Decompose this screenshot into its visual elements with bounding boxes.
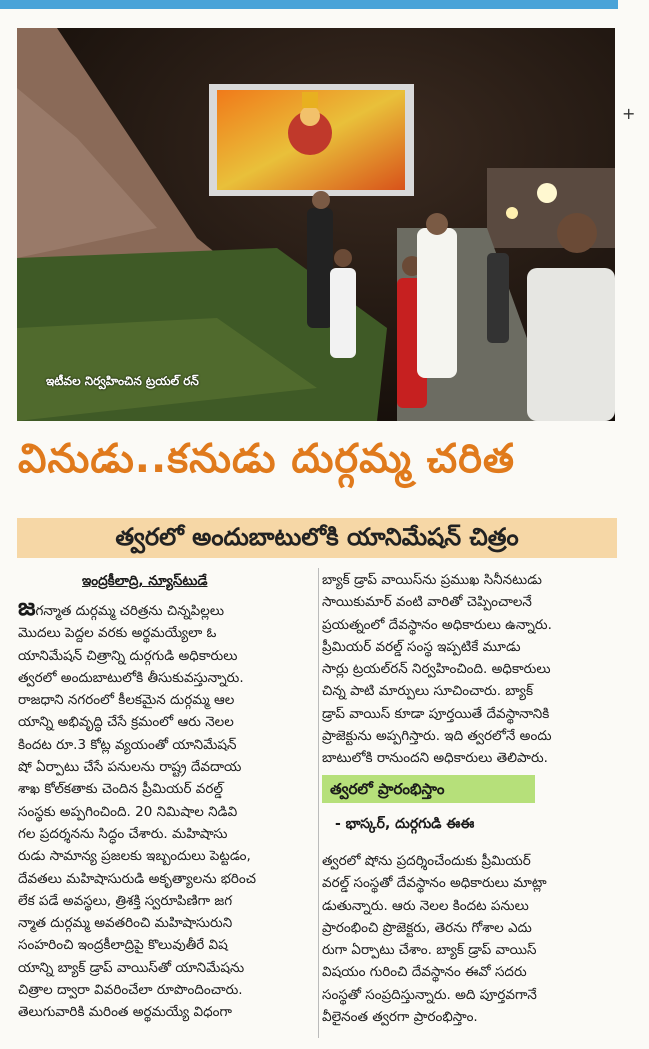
article-line: తెలుగువారికి మరింత అర్థమయ్యే విధంగా (18, 1004, 232, 1021)
article-line: ప్రారంభించి ప్రొజెక్టరు, తెరను గోశాల ఎదు (322, 919, 532, 936)
article-line: వరల్డ్ సంస్థతో దేవస్థానం అధికారులు మాట్లా (322, 875, 547, 892)
top-color-bar (0, 0, 618, 9)
article-line: సంస్థకు అప్పగించింది. 20 నిమిషాల నిడివి (18, 803, 238, 820)
article-line: సంస్థతో సంప్రదిస్తున్నారు. అది పూర్తవగానే (322, 986, 537, 1003)
photo-caption: ఇటీవల నిర్వహించిన ట్రయల్ రన్ (46, 374, 199, 388)
article-line: రుగా ఏర్పాటు చేశాం. బ్యాక్ డ్రాప్ వాయిస్ (322, 942, 537, 959)
article-line: రాజధాని నగరంలో కీలకమైన దుర్గమ్మ ఆల (18, 692, 235, 709)
column-divider (318, 568, 319, 1038)
article-line: ప్రయత్నంలో దేవస్థానం అధికారులు ఉన్నారు. (322, 616, 552, 633)
article-line: న్మాత దుర్గమ్మ అవతరించి మహిషాసురుని (18, 915, 233, 932)
article-line: రుడు సామాన్య ప్రజలకు ఇబ్బందులు పెట్టడం, (18, 848, 251, 865)
article-line: యాన్ని బ్యాక్ డ్రాప్ వాయిస్‌తో యానిమేషను (18, 959, 245, 976)
article-line: యానిమేషన్ చిత్రాన్ని దుర్గగుడి అధికారులు (18, 647, 238, 664)
dateline: ఇంద్రకీలాద్రి, న్యూస్‌టుడే (82, 573, 208, 589)
article-line: జగన్మాత దుర్గమ్మ చరిత్రను చిన్నపిల్లలు (18, 593, 225, 621)
article-line: సాయికుమార్ వంటి వారితో చెప్పించాలనే (322, 594, 532, 611)
article-column-3 (322, 850, 622, 1028)
article-line: విషయం గురించి దేవస్థానం ఈవో సదరు (322, 964, 527, 981)
article-column-2 (322, 569, 622, 770)
subheadline: త్వరలో అందుబాటులోకి యానిమేషన్ చిత్రం (115, 523, 519, 551)
article-line: సార్లు ట్రయల్‌రన్ నిర్వహించింది. అధికారులు (322, 661, 551, 678)
article-line: చిత్రాల ద్వారా వివరించేలా రూపొందించారు. (18, 982, 243, 999)
article-column-1 (18, 593, 318, 1024)
article-line: యాన్ని అభివృద్ధి చేసే క్రమంలో ఆరు నెలల (18, 714, 234, 731)
article-line: దేవతలు మహిషాసురుడి అకృత్యాలను భరించ (18, 870, 257, 887)
article-line: సంహరించి ఇంద్రకీలాద్రిపై కొలువుతీరే విష (18, 937, 228, 954)
article-line: త్వరలో అందుబాటులోకి తీసుకువస్తున్నారు. (18, 669, 244, 686)
plus-cursor-icon: + (622, 104, 636, 123)
article-line: గల ప్రదర్శనను సిద్ధం చేశారు. మహిషాసు (18, 825, 228, 842)
article-line: డ్రాప్ వాయిస్ కూడా పూర్తయితే దేవస్థానానికి (322, 705, 550, 722)
article-line: కిందట రూ.3 కోట్ల వ్యయంతో యానిమేషన్ (18, 736, 237, 753)
article-line: బాటులోకి రానుందని అధికారులు తెలిపారు. (322, 750, 548, 767)
article-line: మొదలు పెద్దల వరకు అర్థమయ్యేలా ఓ (18, 625, 217, 642)
article-line: డుతున్నారు. ఆరు నెలల కిందట పనులు (322, 897, 529, 914)
article-line: ప్రాజెక్టును అప్పగిస్తారు. ఇది త్వరలోనే అందు (322, 728, 552, 745)
article-line: శాఖ కోల్‌కతాకు చెందిన ప్రీమియర్ వరల్డ్ (18, 781, 223, 798)
drop-cap: జ (18, 593, 36, 621)
headline: వినుడు..కనుడు దుర్గమ్మ చరిత (18, 436, 516, 482)
article-line: చిన్న పాటి మార్పులు సూచించారు. బ్యాక్ (322, 683, 533, 700)
photo-illustration (17, 28, 615, 421)
article-line: లేక పడే అవస్థలు, త్రిశక్తి స్వరూపిణిగా జగ (18, 892, 233, 909)
article-line: ప్రీమియర్ వరల్డ్ సంస్థ ఇప్పటికే మూడు (322, 638, 521, 655)
sidebar-box-label: త్వరలో ప్రారంభిస్తాం (322, 775, 535, 803)
article-line: బ్యాక్ డ్రాప్ వాయిస్‌ను ప్రముఖ సినీనటుడు (322, 572, 542, 588)
article-line: వీలైనంత త్వరగా ప్రారంభిస్తాం. (322, 1009, 478, 1026)
article-line: షో ఏర్పాటు చేసే పనులను రాష్ట్ర దేవదాయ (18, 759, 242, 776)
byline: - భాస్కర్, దుర్గగుడి ఈఈ (335, 816, 475, 832)
article-line: త్వరలో షోను ప్రదర్శించేందుకు ప్రీమియర్ (322, 853, 531, 869)
news-photo (17, 28, 615, 421)
